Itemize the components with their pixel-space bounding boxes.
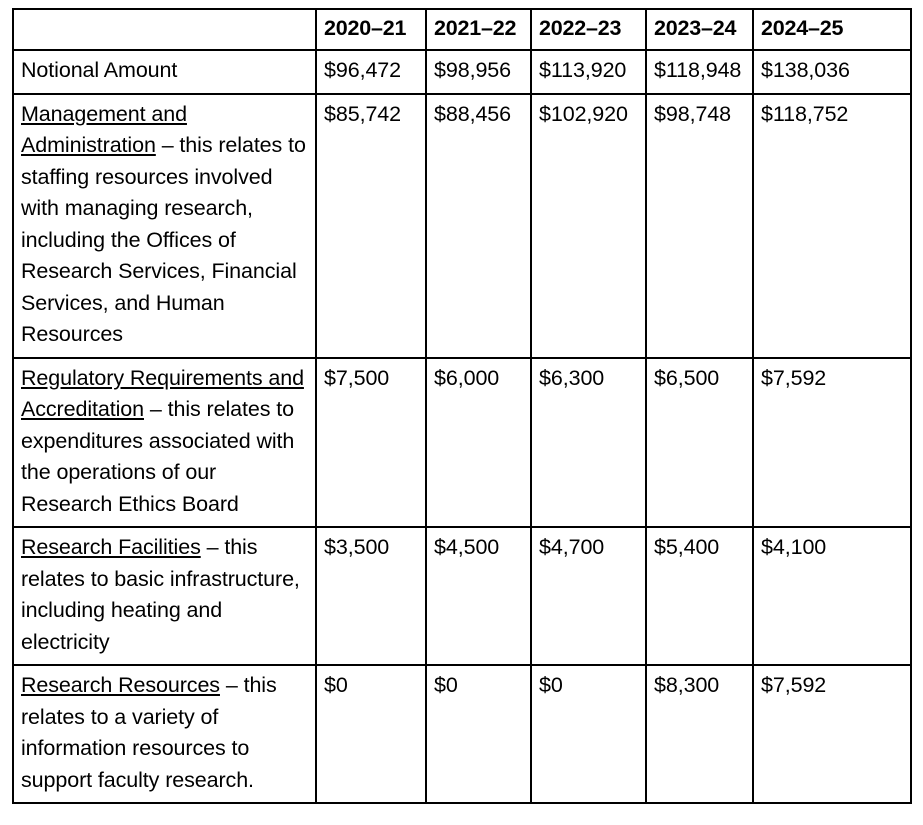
cell-research-resources-2022-23: $0 [531,665,646,803]
row-label-notional-amount [13,50,316,93]
cell-notional-amount-2020-21: $96,472 [316,50,426,93]
row-term-text: Research Facilities [21,535,201,560]
cell-research-facilities-2023-24: $5,400 [646,527,753,665]
table-header [13,9,911,50]
table-row [13,527,911,665]
row-label-research-facilities [13,527,316,665]
cell-notional-amount-2022-23: $113,920 [531,50,646,93]
row-term-text: Research Resources [21,673,220,698]
cell-management-and-administration-2021-22: $88,456 [426,94,531,358]
cell-regulatory-requirements-2021-22: $6,000 [426,358,531,527]
cell-notional-amount-2023-24: $118,948 [646,50,753,93]
cell-management-and-administration-2022-23: $102,920 [531,94,646,358]
cell-research-resources-2020-21: $0 [316,665,426,803]
cell-notional-amount-2024-25: $138,036 [753,50,911,93]
column-header-2022-23: 2022–23 [531,9,646,50]
cell-management-and-administration-2024-25: $118,752 [753,94,911,358]
cell-regulatory-requirements-2024-25: $7,592 [753,358,911,527]
cell-management-and-administration-2023-24: $98,748 [646,94,753,358]
table-body [13,50,911,803]
research-expenditure-table [12,8,912,804]
cell-research-facilities-2020-21: $3,500 [316,527,426,665]
table-row [13,94,911,358]
row-description-text: – this relates to expenditures associated with the operations of our Research Ethics Board [21,397,295,516]
cell-regulatory-requirements-2023-24: $6,500 [646,358,753,527]
cell-research-facilities-2024-25: $4,100 [753,527,911,665]
cell-research-resources-2023-24: $8,300 [646,665,753,803]
row-description-text: – this relates to basic infrastructure, including heating and electricity [21,535,300,654]
row-description-text: – this relates to a variety of information resources to support faculty research. [21,673,277,792]
cell-management-and-administration-2020-21: $85,742 [316,94,426,358]
table-row [13,50,911,93]
column-header-2024-25: 2024–25 [753,9,911,50]
row-term-text: Management and Administration [21,101,187,158]
column-header-description [13,9,316,50]
column-header-2023-24: 2023–24 [646,9,753,50]
cell-regulatory-requirements-2022-23: $6,300 [531,358,646,527]
table-row [13,358,911,527]
row-label-management-and-administration [13,94,316,358]
table-row [13,665,911,803]
row-description-text: – this relates to staffing resources involved with managing research, including the Offices of Research Services, Financial Services, and Human Resources [21,133,306,347]
cell-research-facilities-2021-22: $4,500 [426,527,531,665]
column-header-2021-22: 2021–22 [426,9,531,50]
cell-notional-amount-2021-22: $98,956 [426,50,531,93]
row-label-research-resources [13,665,316,803]
row-label-regulatory-requirements-and-accreditation [13,358,316,527]
row-term-text: Regulatory Requirements and Accreditation [21,365,304,422]
cell-research-resources-2021-22: $0 [426,665,531,803]
cell-regulatory-requirements-2020-21: $7,500 [316,358,426,527]
cell-research-resources-2024-25: $7,592 [753,665,911,803]
cell-research-facilities-2022-23: $4,700 [531,527,646,665]
column-header-2020-21: 2020–21 [316,9,426,50]
table-header-row [13,9,911,50]
row-description-text: Notional Amount [21,58,178,83]
